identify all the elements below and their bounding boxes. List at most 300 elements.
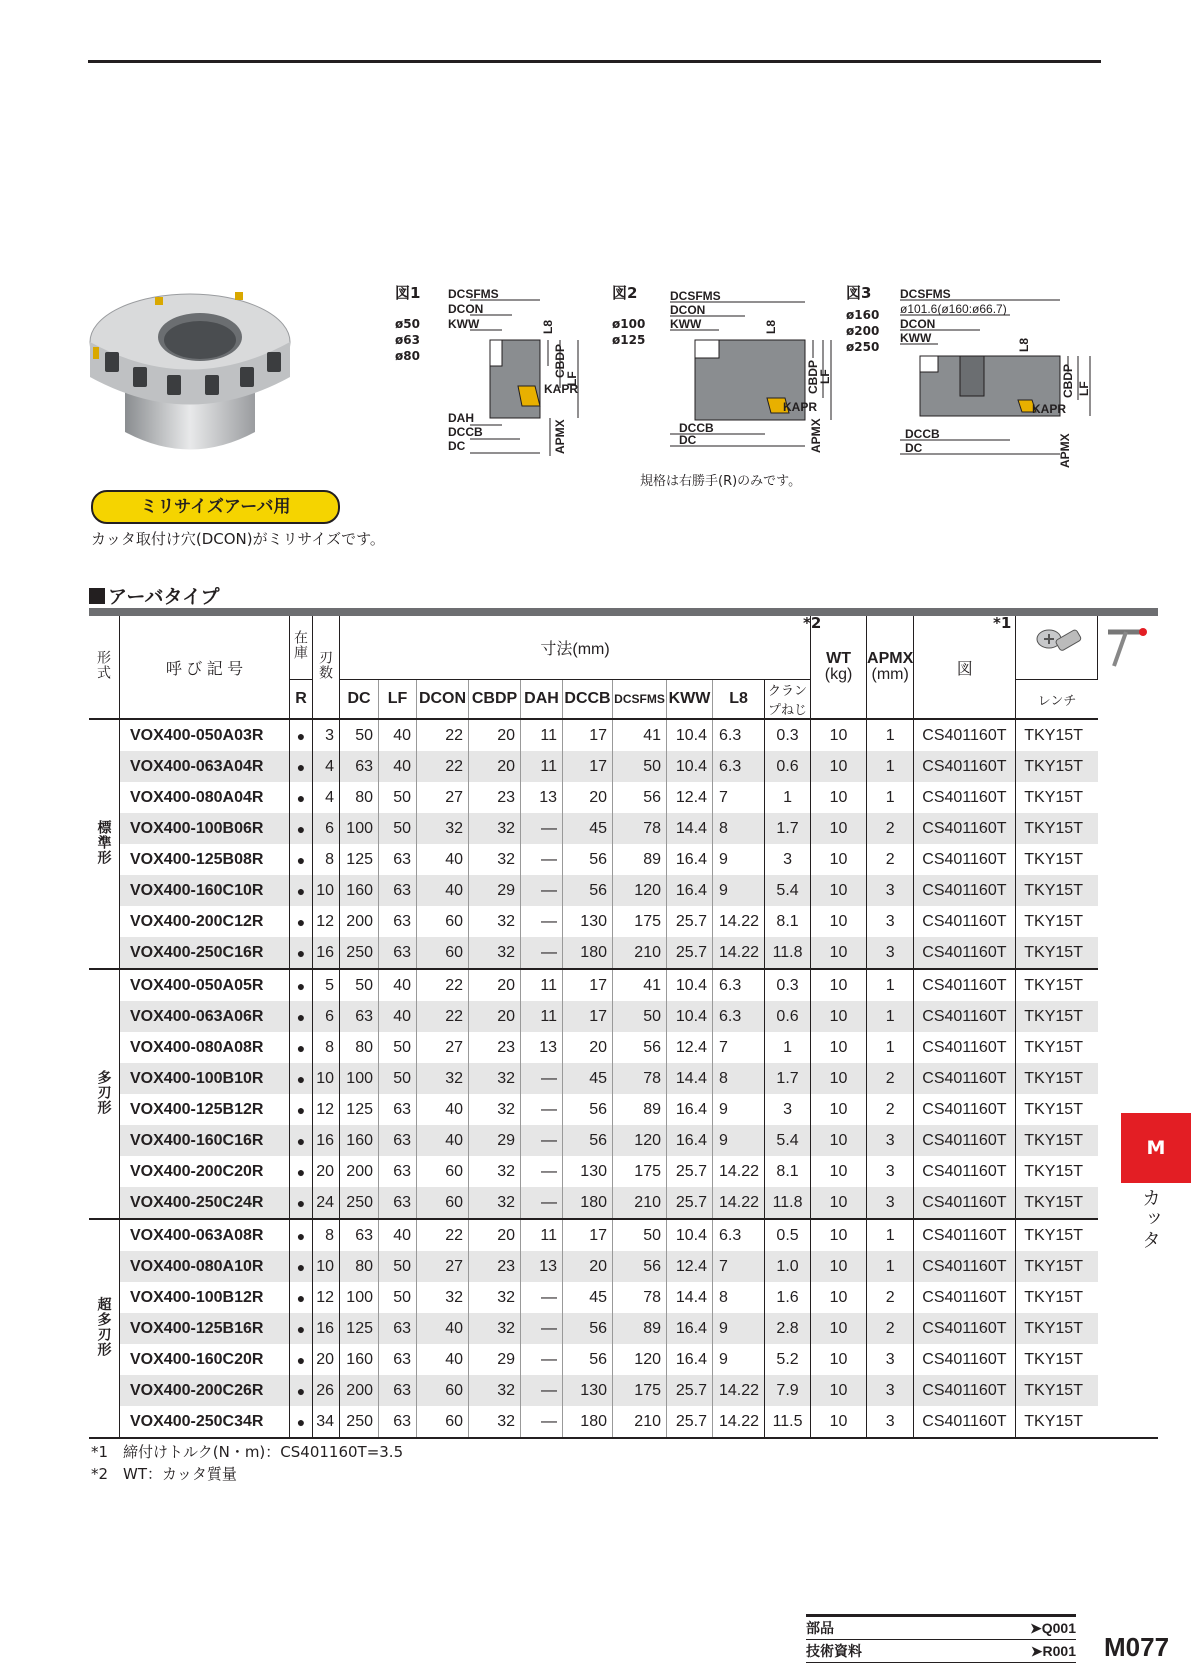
cell-wt: 8.1 [765, 1156, 811, 1187]
cell-code: VOX400-125B12R [120, 1094, 290, 1125]
cell-lf: 50 [379, 1251, 417, 1282]
cell-wrench: TKY15T [1016, 1313, 1098, 1344]
fig1-dccb: DCCB [448, 425, 483, 439]
cell-teeth: 4 [313, 782, 340, 813]
cell-kww: 25.7 [667, 937, 713, 969]
cell-screw: CS401160T [914, 1344, 1016, 1375]
cell-stock: ● [290, 1282, 313, 1313]
table-row [89, 1125, 1158, 1156]
cell-screw: CS401160T [914, 1406, 1016, 1438]
cell-dcon: 22 [417, 1001, 469, 1032]
cell-code: VOX400-050A05R [120, 969, 290, 1001]
cell-dcon: 32 [417, 813, 469, 844]
group-label: 多刃形 [89, 969, 120, 1219]
cell-wrench: TKY15T [1016, 1187, 1098, 1219]
cell-dccb: 20 [563, 782, 613, 813]
cell-dcon: 60 [417, 1187, 469, 1219]
figure-2-diameters: ø100 ø125 [612, 317, 646, 347]
cell-teeth: 20 [313, 1344, 340, 1375]
table-row [89, 719, 1158, 751]
cell-screw: CS401160T [914, 1282, 1016, 1313]
header-teeth: 刃数 [313, 612, 340, 719]
cell-dcon: 22 [417, 751, 469, 782]
cell-code: VOX400-100B10R [120, 1063, 290, 1094]
group-label: 標準形 [89, 719, 120, 969]
cell-code: VOX400-160C20R [120, 1344, 290, 1375]
cell-fig: 1 [867, 1032, 914, 1063]
cell-dcsfms: 175 [613, 906, 667, 937]
cell-wrench: TKY15T [1016, 1063, 1098, 1094]
table-row [89, 1094, 1158, 1125]
cell-dah: — [521, 875, 563, 906]
cell-dcsfms: 120 [613, 1344, 667, 1375]
cell-dah: — [521, 1156, 563, 1187]
fig3-dccb: DCCB [905, 427, 940, 441]
fig2-dcsfms: DCSFMS [670, 289, 721, 303]
cell-dc: 100 [340, 1063, 379, 1094]
cell-fig: 3 [867, 1406, 914, 1438]
cell-dc: 250 [340, 937, 379, 969]
cutter-photo [85, 282, 300, 467]
cell-dccb: 17 [563, 1001, 613, 1032]
section-title: アーバタイプ [89, 582, 220, 609]
cell-l8: 9 [713, 1094, 765, 1125]
cell-apmx: 10 [811, 969, 867, 1001]
cell-kww: 14.4 [667, 1063, 713, 1094]
cell-cbdp: 29 [469, 875, 521, 906]
cell-code: VOX400-080A08R [120, 1032, 290, 1063]
cell-dcsfms: 50 [613, 1001, 667, 1032]
cell-teeth: 16 [313, 1313, 340, 1344]
fig3-dcsfms: DCSFMS [900, 288, 951, 301]
cell-dcsfms: 78 [613, 1063, 667, 1094]
cell-code: VOX400-080A04R [120, 782, 290, 813]
cell-fig: 1 [867, 751, 914, 782]
table-row [89, 1344, 1158, 1375]
cell-fig: 2 [867, 813, 914, 844]
cell-wrench: TKY15T [1016, 782, 1098, 813]
cell-dah: — [521, 1282, 563, 1313]
cell-lf: 50 [379, 1063, 417, 1094]
header-dccb: DCCB [563, 680, 613, 720]
cell-stock: ● [290, 1375, 313, 1406]
cell-kww: 10.4 [667, 1219, 713, 1251]
cell-apmx: 10 [811, 782, 867, 813]
cell-lf: 63 [379, 1313, 417, 1344]
cell-dc: 63 [340, 751, 379, 782]
cell-wt: 1.7 [765, 1063, 811, 1094]
cell-dc: 160 [340, 1344, 379, 1375]
cell-l8: 7 [713, 1032, 765, 1063]
cell-wrench: TKY15T [1016, 1344, 1098, 1375]
cell-apmx: 10 [811, 1344, 867, 1375]
cell-apmx: 10 [811, 813, 867, 844]
cell-wrench: TKY15T [1016, 969, 1098, 1001]
cell-dcon: 40 [417, 844, 469, 875]
cell-dah: 11 [521, 719, 563, 751]
cell-fig: 3 [867, 1344, 914, 1375]
cell-screw: CS401160T [914, 906, 1016, 937]
cell-teeth: 10 [313, 1063, 340, 1094]
cell-l8: 6.3 [713, 719, 765, 751]
cell-dcon: 40 [417, 1344, 469, 1375]
cell-kww: 16.4 [667, 1313, 713, 1344]
header-cbdp: CBDP [469, 680, 521, 720]
section-tab[interactable]: M [1121, 1113, 1191, 1183]
cell-wrench: TKY15T [1016, 875, 1098, 906]
cell-teeth: 12 [313, 1094, 340, 1125]
cell-teeth: 24 [313, 1187, 340, 1219]
arbor-type-table [89, 608, 1158, 1439]
cell-fig: 1 [867, 719, 914, 751]
cell-l8: 6.3 [713, 969, 765, 1001]
cell-wrench: TKY15T [1016, 719, 1098, 751]
cell-apmx: 10 [811, 1187, 867, 1219]
cell-screw: CS401160T [914, 1313, 1016, 1344]
cell-cbdp: 20 [469, 969, 521, 1001]
cell-teeth: 12 [313, 1282, 340, 1313]
cell-code: VOX400-200C20R [120, 1156, 290, 1187]
cell-dah: — [521, 1406, 563, 1438]
table-row [89, 937, 1158, 969]
figure-3-diagram [900, 288, 1100, 468]
top-rule [88, 60, 1101, 63]
cell-kww: 12.4 [667, 782, 713, 813]
cell-apmx: 10 [811, 1251, 867, 1282]
t-wrench-icon [1098, 620, 1158, 670]
cell-lf: 40 [379, 969, 417, 1001]
header-lf: LF [379, 680, 417, 720]
cell-dcon: 27 [417, 1032, 469, 1063]
cell-l8: 14.22 [713, 1375, 765, 1406]
cell-cbdp: 20 [469, 719, 521, 751]
fig1-dah: DAH [448, 411, 474, 425]
cell-cbdp: 32 [469, 1063, 521, 1094]
cell-fig: 3 [867, 875, 914, 906]
cell-cbdp: 32 [469, 1282, 521, 1313]
fig2-dccb: DCCB [679, 421, 714, 435]
cell-dcon: 27 [417, 782, 469, 813]
cell-dah: 11 [521, 1219, 563, 1251]
cell-dcsfms: 56 [613, 1251, 667, 1282]
cell-wrench: TKY15T [1016, 1406, 1098, 1438]
cell-code: VOX400-080A10R [120, 1251, 290, 1282]
cell-dah: 13 [521, 1032, 563, 1063]
table-row [89, 751, 1158, 782]
cell-kww: 25.7 [667, 1375, 713, 1406]
cell-l8: 14.22 [713, 1406, 765, 1438]
cell-teeth: 3 [313, 719, 340, 751]
fig2-lf: LF [818, 369, 832, 384]
header-form: 形式 [96, 649, 112, 680]
cell-dccb: 20 [563, 1251, 613, 1282]
figure-3-diameters: ø160 ø200 ø250 [846, 308, 880, 354]
cell-kww: 16.4 [667, 1344, 713, 1375]
cell-dcsfms: 89 [613, 1094, 667, 1125]
table-row [89, 1001, 1158, 1032]
cell-stock: ● [290, 751, 313, 782]
cell-wrench: TKY15T [1016, 906, 1098, 937]
cell-l8: 14.22 [713, 906, 765, 937]
cell-teeth: 16 [313, 1125, 340, 1156]
cell-dcon: 22 [417, 969, 469, 1001]
cell-dah: — [521, 1063, 563, 1094]
cell-dccb: 45 [563, 1063, 613, 1094]
cell-fig: 1 [867, 1219, 914, 1251]
figure-1-diameters: ø50 ø63 ø80 [395, 317, 420, 363]
cell-kww: 25.7 [667, 1187, 713, 1219]
ref-technical[interactable]: 技術資料 ➤R001 [806, 1640, 1076, 1663]
cell-stock: ● [290, 1032, 313, 1063]
cell-wt: 2.8 [765, 1313, 811, 1344]
cell-stock: ● [290, 1313, 313, 1344]
cell-screw: CS401160T [914, 1187, 1016, 1219]
cell-cbdp: 20 [469, 751, 521, 782]
cell-code: VOX400-250C16R [120, 937, 290, 969]
cell-l8: 9 [713, 844, 765, 875]
cell-screw: CS401160T [914, 1094, 1016, 1125]
cell-dcon: 32 [417, 1063, 469, 1094]
cell-lf: 63 [379, 1156, 417, 1187]
cell-dah: — [521, 1094, 563, 1125]
cell-teeth: 8 [313, 1219, 340, 1251]
cell-lf: 40 [379, 719, 417, 751]
cell-stock: ● [290, 1219, 313, 1251]
fig1-cbdp: CBDP [553, 343, 567, 378]
cell-wt: 1.7 [765, 813, 811, 844]
cell-kww: 10.4 [667, 969, 713, 1001]
cell-screw: CS401160T [914, 1156, 1016, 1187]
cell-kww: 14.4 [667, 1282, 713, 1313]
header-stock-r: R [290, 680, 313, 720]
fig3-dcsfms-note: ø101.6(ø160:ø66.7) [900, 302, 1007, 316]
cell-lf: 63 [379, 1125, 417, 1156]
cell-lf: 50 [379, 1032, 417, 1063]
cell-cbdp: 32 [469, 906, 521, 937]
cell-dc: 250 [340, 1406, 379, 1438]
cell-dcsfms: 210 [613, 1406, 667, 1438]
cell-code: VOX400-160C10R [120, 875, 290, 906]
header-wrench: レンチ [1016, 680, 1098, 720]
cell-fig: 3 [867, 937, 914, 969]
header-apmx: APMX (mm) [867, 612, 914, 719]
cell-dcon: 60 [417, 937, 469, 969]
cell-dah: — [521, 1344, 563, 1375]
cell-l8: 6.3 [713, 1219, 765, 1251]
cell-apmx: 10 [811, 875, 867, 906]
cell-teeth: 16 [313, 937, 340, 969]
cell-code: VOX400-063A04R [120, 751, 290, 782]
cell-wt: 5.4 [765, 1125, 811, 1156]
fig3-apmx: APMX [1058, 433, 1072, 468]
cell-wt: 0.3 [765, 719, 811, 751]
cell-teeth: 20 [313, 1156, 340, 1187]
cell-teeth: 8 [313, 1032, 340, 1063]
cell-dcon: 27 [417, 1251, 469, 1282]
header-l8: L8 [713, 680, 765, 720]
cell-dcon: 40 [417, 1125, 469, 1156]
cell-teeth: 6 [313, 1001, 340, 1032]
table-row [89, 1406, 1158, 1438]
cell-cbdp: 23 [469, 1251, 521, 1282]
header-dc: DC [340, 680, 379, 720]
cell-cbdp: 32 [469, 937, 521, 969]
cell-dah: — [521, 1125, 563, 1156]
cell-l8: 14.22 [713, 937, 765, 969]
fig2-cbdp: CBDP [806, 359, 820, 394]
header-wt: WT (kg) [811, 612, 867, 719]
fig1-dcsfms: DCSFMS [448, 288, 499, 301]
table-row [89, 969, 1158, 1001]
cell-kww: 10.4 [667, 1001, 713, 1032]
cell-screw: CS401160T [914, 1219, 1016, 1251]
cell-cbdp: 32 [469, 1375, 521, 1406]
cell-dcsfms: 120 [613, 875, 667, 906]
table-row [89, 1375, 1158, 1406]
cross-references [806, 1614, 1076, 1663]
cell-apmx: 10 [811, 1313, 867, 1344]
cell-dccb: 17 [563, 1219, 613, 1251]
fig1-apmx: APMX [553, 419, 567, 454]
cell-cbdp: 32 [469, 1406, 521, 1438]
cell-dcon: 40 [417, 1094, 469, 1125]
header-stock: 在庫 [290, 612, 313, 680]
cell-apmx: 10 [811, 1125, 867, 1156]
cell-screw: CS401160T [914, 719, 1016, 751]
cell-dc: 200 [340, 906, 379, 937]
cell-kww: 14.4 [667, 813, 713, 844]
cell-wrench: TKY15T [1016, 844, 1098, 875]
ref-parts[interactable]: 部品 ➤Q001 [806, 1614, 1076, 1640]
cell-wt: 5.2 [765, 1344, 811, 1375]
fig2-kww: KWW [670, 317, 702, 331]
cell-dccb: 45 [563, 1282, 613, 1313]
cell-lf: 40 [379, 1219, 417, 1251]
cell-teeth: 12 [313, 906, 340, 937]
cell-wrench: TKY15T [1016, 1001, 1098, 1032]
table-row [89, 875, 1158, 906]
cell-cbdp: 32 [469, 844, 521, 875]
figure-2-label: 図2 [612, 284, 638, 302]
cell-screw: CS401160T [914, 1032, 1016, 1063]
fig1-dc: DC [448, 439, 466, 453]
cell-cbdp: 20 [469, 1219, 521, 1251]
cell-dccb: 130 [563, 1156, 613, 1187]
cell-l8: 8 [713, 1282, 765, 1313]
screw-footnote-marker: *1 [993, 614, 1012, 632]
cell-dcsfms: 89 [613, 1313, 667, 1344]
cell-wt: 1 [765, 1032, 811, 1063]
cell-dah: — [521, 1313, 563, 1344]
cell-teeth: 5 [313, 969, 340, 1001]
cell-dccb: 17 [563, 969, 613, 1001]
cell-cbdp: 32 [469, 1094, 521, 1125]
cell-dc: 63 [340, 1001, 379, 1032]
cell-teeth: 8 [313, 844, 340, 875]
cell-l8: 7 [713, 782, 765, 813]
cell-kww: 16.4 [667, 1125, 713, 1156]
cell-dcsfms: 210 [613, 1187, 667, 1219]
cell-stock: ● [290, 813, 313, 844]
cell-dah: — [521, 1375, 563, 1406]
cell-stock: ● [290, 937, 313, 969]
cell-kww: 16.4 [667, 844, 713, 875]
cell-stock: ● [290, 1406, 313, 1438]
cell-screw: CS401160T [914, 937, 1016, 969]
fig2-dcon: DCON [670, 303, 706, 317]
table-row [89, 1032, 1158, 1063]
cell-wrench: TKY15T [1016, 1094, 1098, 1125]
cell-dcon: 40 [417, 1313, 469, 1344]
cell-wt: 3 [765, 1094, 811, 1125]
cell-dah: 11 [521, 969, 563, 1001]
cell-apmx: 10 [811, 1032, 867, 1063]
header-screw: クランプねじ [765, 680, 811, 720]
cell-apmx: 10 [811, 751, 867, 782]
cell-dah: 13 [521, 782, 563, 813]
cell-fig: 2 [867, 844, 914, 875]
cell-dc: 80 [340, 1032, 379, 1063]
cell-l8: 8 [713, 1063, 765, 1094]
cell-wt: 5.4 [765, 875, 811, 906]
cell-dccb: 56 [563, 844, 613, 875]
cell-screw: CS401160T [914, 1125, 1016, 1156]
cell-dah: 11 [521, 751, 563, 782]
fig1-lf: LF [565, 371, 579, 386]
cell-dc: 200 [340, 1156, 379, 1187]
cell-fig: 2 [867, 1282, 914, 1313]
cell-code: VOX400-125B16R [120, 1313, 290, 1344]
cell-stock: ● [290, 875, 313, 906]
cell-stock: ● [290, 1125, 313, 1156]
cell-dccb: 180 [563, 1406, 613, 1438]
cell-screw: CS401160T [914, 1251, 1016, 1282]
table-row [89, 813, 1158, 844]
cell-stock: ● [290, 1063, 313, 1094]
cell-dc: 80 [340, 782, 379, 813]
cell-kww: 16.4 [667, 1094, 713, 1125]
cell-stock: ● [290, 782, 313, 813]
cell-dcsfms: 41 [613, 969, 667, 1001]
cell-dcsfms: 50 [613, 751, 667, 782]
cell-l8: 9 [713, 1313, 765, 1344]
cell-fig: 3 [867, 1125, 914, 1156]
cell-apmx: 10 [811, 1219, 867, 1251]
cell-dah: — [521, 844, 563, 875]
cell-dah: — [521, 1187, 563, 1219]
cell-teeth: 34 [313, 1406, 340, 1438]
cell-dcon: 60 [417, 1375, 469, 1406]
cell-dccb: 56 [563, 1125, 613, 1156]
cell-wt: 3 [765, 844, 811, 875]
right-hand-note: 規格は右勝手(R)のみです。 [640, 474, 802, 489]
cell-fig: 3 [867, 1375, 914, 1406]
cell-screw: CS401160T [914, 782, 1016, 813]
header-fig: 図 [914, 612, 1016, 719]
cell-wrench: TKY15T [1016, 813, 1098, 844]
cell-dcsfms: 78 [613, 1282, 667, 1313]
cell-dc: 160 [340, 875, 379, 906]
cell-teeth: 26 [313, 1375, 340, 1406]
cell-cbdp: 23 [469, 1032, 521, 1063]
cell-code: VOX400-100B06R [120, 813, 290, 844]
cell-dc: 200 [340, 1375, 379, 1406]
cell-dc: 100 [340, 813, 379, 844]
cell-screw: CS401160T [914, 1375, 1016, 1406]
fig1-kapr: KAPR [544, 382, 579, 396]
cell-wrench: TKY15T [1016, 937, 1098, 969]
cell-cbdp: 29 [469, 1344, 521, 1375]
